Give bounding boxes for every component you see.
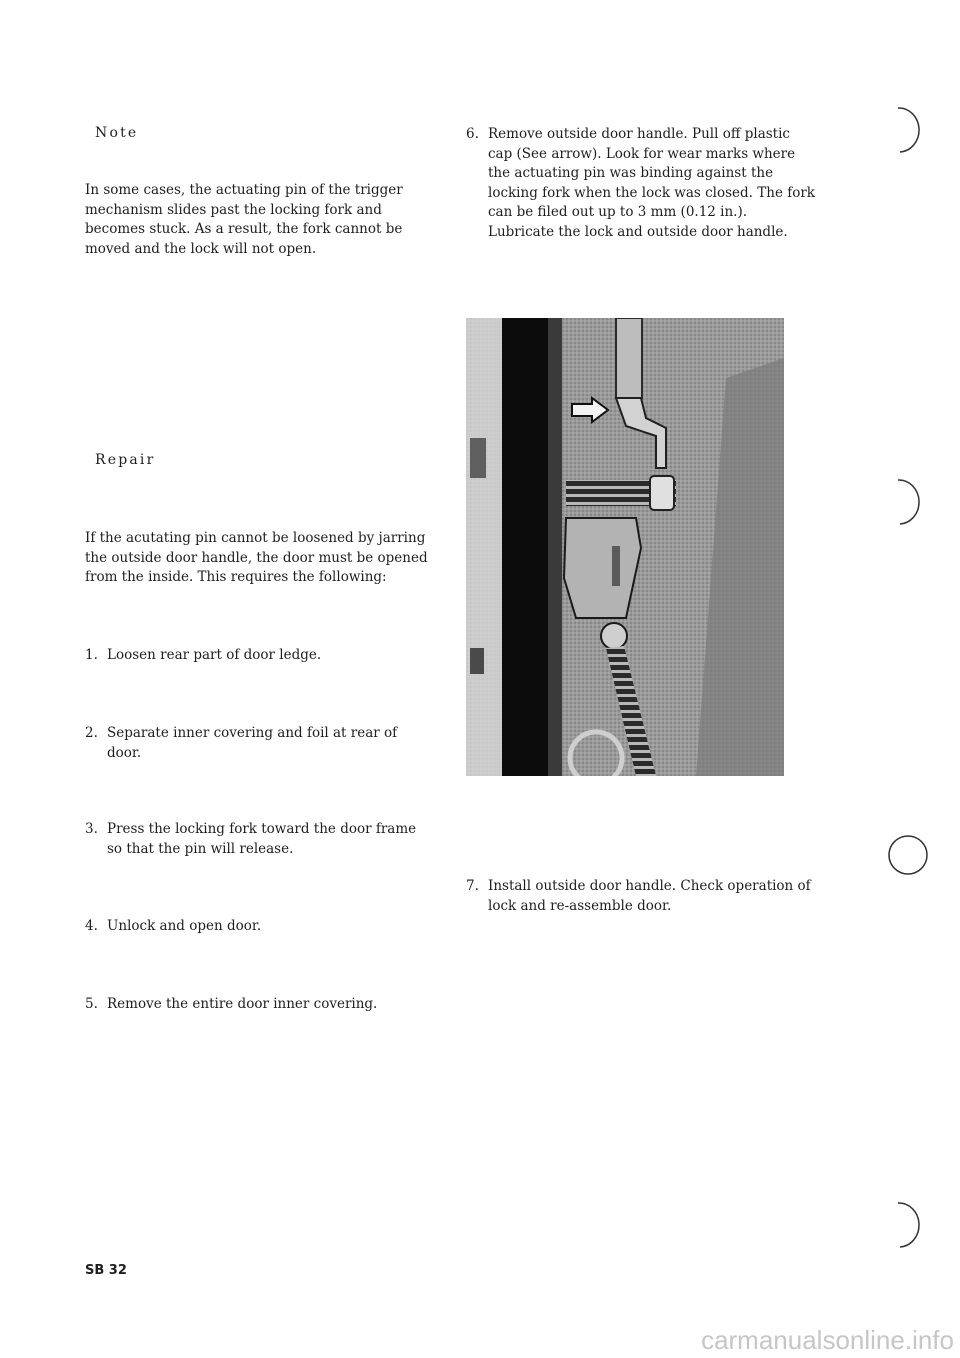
- step-number: 3.: [85, 821, 98, 837]
- lock-nut: [650, 476, 674, 510]
- step-number: 4.: [85, 918, 98, 934]
- watermark: carmanualsonline.info: [701, 1325, 954, 1355]
- step-text: Remove outside door handle. Pull off plastic cap (See arrow). Look for wear marks where the actuating pin was binding against the locking fork when the lock was closed. The fork can be filed out up to 3 mm (0.12 in.). Lubricate the lock and outside door handle.: [488, 126, 815, 240]
- repair-heading: Repair: [95, 452, 156, 468]
- door-seal-strip: [502, 318, 548, 776]
- step-3: [85, 820, 435, 859]
- step-text: Separate inner covering and foil at rear of door.: [107, 725, 398, 761]
- note-heading: Note: [95, 125, 139, 141]
- repair-text: If the acutating pin cannot be loosened by jarring the outside door handle, the door must be opened from the inside. This requires the following:: [85, 530, 428, 585]
- step-7: [466, 877, 816, 916]
- step-number: 7.: [466, 878, 479, 894]
- step-text: Install outside door handle. Check operation of lock and re-assemble door.: [488, 878, 811, 914]
- door-edge-light: [466, 318, 502, 776]
- step-5: [85, 995, 435, 1015]
- step-text: Press the locking fork toward the door frame so that the pin will release.: [107, 821, 417, 857]
- binder-hole-3: [888, 825, 928, 885]
- note-text: In some cases, the actuating pin of the trigger mechanism slides past the locking fork and becomes stuck. As a result, the fork cannot be moved and the lock will not open.: [85, 182, 403, 257]
- step-text: Unlock and open door.: [107, 918, 262, 934]
- step-number: 1.: [85, 647, 98, 663]
- fork-slot: [612, 546, 620, 586]
- step-number: 2.: [85, 725, 98, 741]
- step-number: 5.: [85, 996, 98, 1012]
- step-text: Remove the entire door inner covering.: [107, 996, 378, 1012]
- step-2: [85, 724, 415, 763]
- binder-hole-4: [888, 1195, 928, 1255]
- step-number: 6.: [466, 126, 479, 142]
- binder-hole-1: [888, 100, 928, 160]
- pivot-bolt: [601, 623, 627, 649]
- hinge-plate: [470, 648, 484, 674]
- page-label: SB 32: [85, 1263, 127, 1278]
- step-6: [466, 125, 816, 242]
- door-lock-illustration: [466, 318, 784, 776]
- step-4: [85, 917, 435, 937]
- hinge-block: [470, 438, 486, 478]
- locking-fork: [564, 518, 641, 618]
- handle-bracket: [616, 318, 642, 398]
- door-lock-photo: [466, 318, 784, 776]
- frame-shadow: [548, 318, 562, 776]
- step-text: Loosen rear part of door ledge.: [107, 647, 322, 663]
- binder-hole-2: [888, 472, 928, 532]
- step-1: [85, 646, 435, 666]
